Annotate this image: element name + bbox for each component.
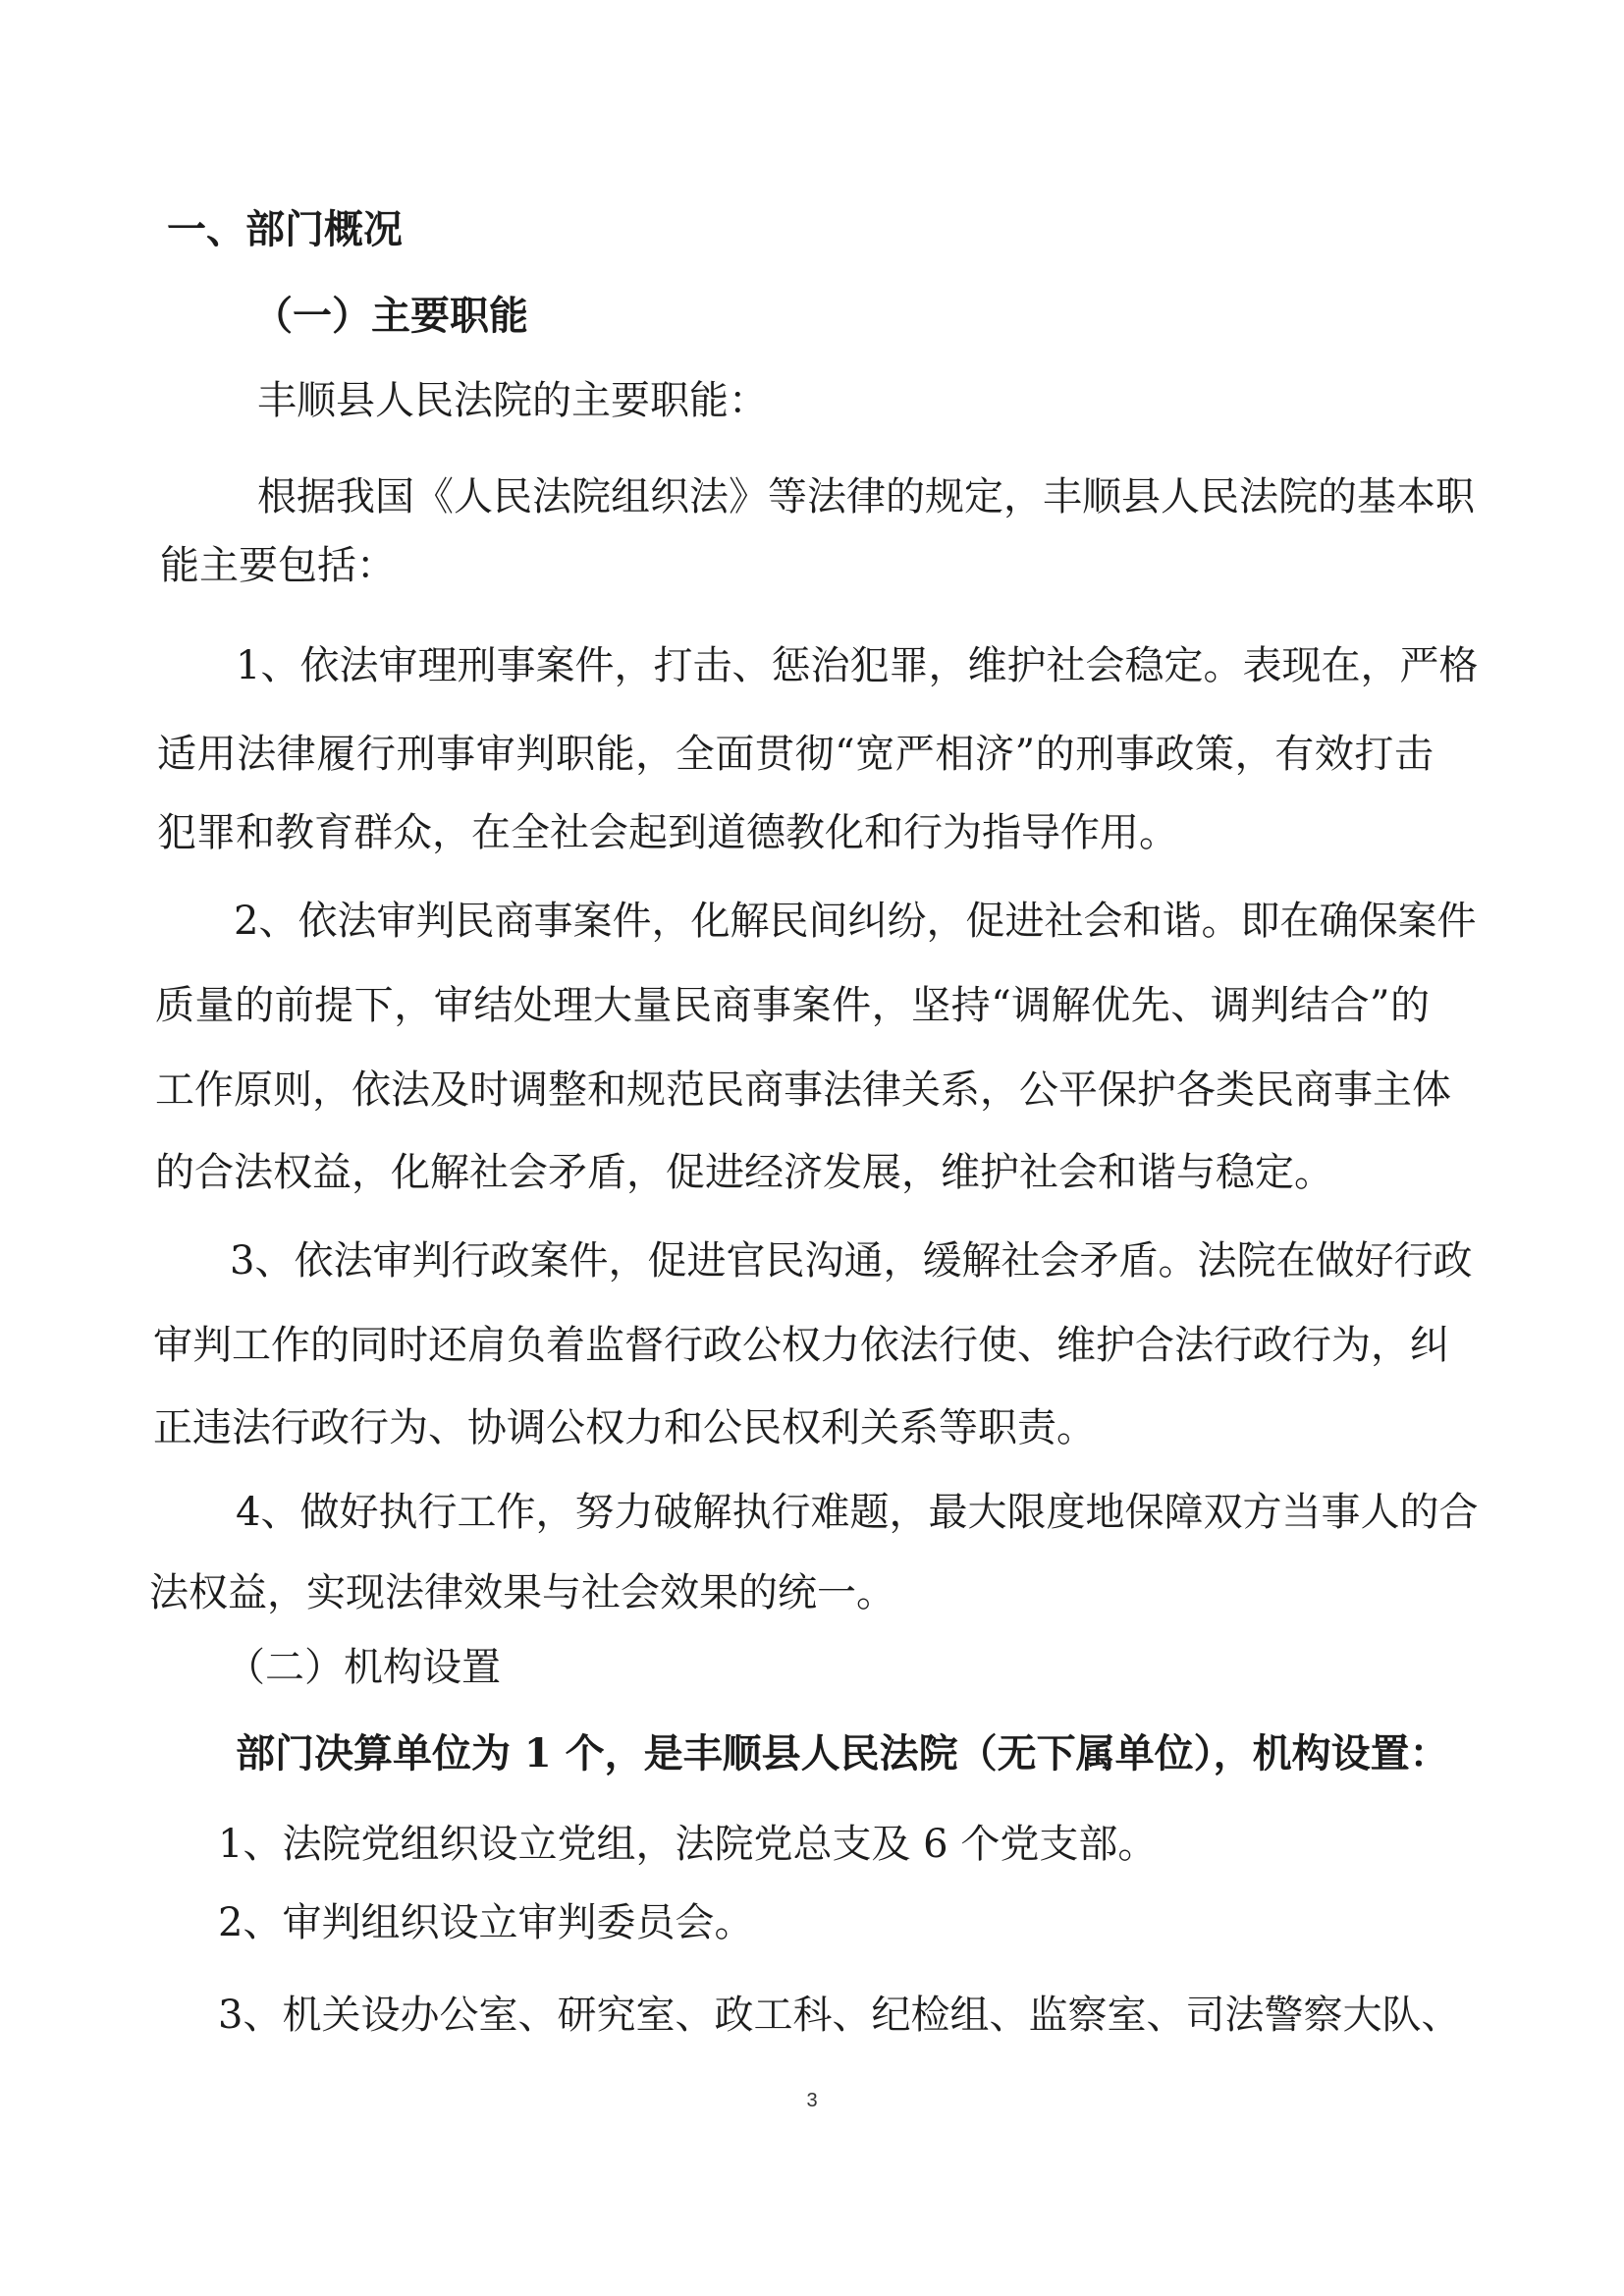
function-item-2-line: 的合法权益，化解社会矛盾，促进经济发展，维护社会和谐与稳定。 [155, 1150, 1333, 1195]
subsection-heading-organization: （二）机构设置 [226, 1645, 501, 1690]
function-item-1-line: 犯罪和教育群众，在全社会起到道德教化和行为指导作用。 [157, 810, 1178, 855]
organization-item-3: 3、机关设办公室、研究室、政工科、纪检组、监察室、司法警察大队、 [218, 1993, 1461, 2038]
function-item-2-line: 质量的前提下，审结处理大量民商事案件，坚持“调解优先、调判结合”的 [155, 983, 1430, 1028]
function-item-1-line: 适用法律履行刑事审判职能，全面贯彻“宽严相济”的刑事政策，有效打击 [157, 732, 1434, 777]
function-item-3-line: 3、依法审判行政案件，促进官民沟通，缓解社会矛盾。法院在做好行政 [230, 1238, 1473, 1284]
organization-item-1: 1、法院党组织设立党组，法院党总支及 6 个党支部。 [218, 1822, 1158, 1867]
page-number: 3 [806, 2090, 818, 2111]
function-item-3-line: 正违法行政行为、协调公权力和公民权利关系等职责。 [153, 1405, 1096, 1450]
organization-item-2: 2、审判组织设立审判委员会。 [218, 1900, 754, 1945]
paragraph-intro: 丰顺县人民法院的主要职能： [257, 378, 768, 423]
function-item-4-line: 法权益，实现法律效果与社会效果的统一。 [149, 1570, 895, 1615]
paragraph-basis-line: 根据我国《人民法院组织法》等法律的规定，丰顺县人民法院的基本职 [257, 474, 1475, 519]
function-item-3-line: 审判工作的同时还肩负着监督行政公权力依法行使、维护合法行政行为，纠 [153, 1323, 1449, 1368]
function-item-2-line: 2、依法审判民商事案件，化解民间纠纷，促进社会和谐。即在确保案件 [234, 899, 1477, 944]
function-item-4-line: 4、做好执行工作，努力破解执行难题，最大限度地保障双方当事人的合 [236, 1490, 1479, 1535]
section-title: 一、部门概况 [167, 206, 403, 252]
paragraph-basis-line: 能主要包括： [160, 543, 396, 588]
organization-summary: 部门决算单位为 1 个，是丰顺县人民法院（无下属单位），机构设置： [236, 1730, 1449, 1777]
subsection-heading-functions: （一）主要职能 [253, 293, 528, 339]
function-item-1-line: 1、依法审理刑事案件，打击、惩治犯罪，维护社会稳定。表现在，严格 [236, 643, 1479, 688]
function-item-2-line: 工作原则，依法及时调整和规范民商事法律关系，公平保护各类民商事主体 [155, 1067, 1451, 1113]
